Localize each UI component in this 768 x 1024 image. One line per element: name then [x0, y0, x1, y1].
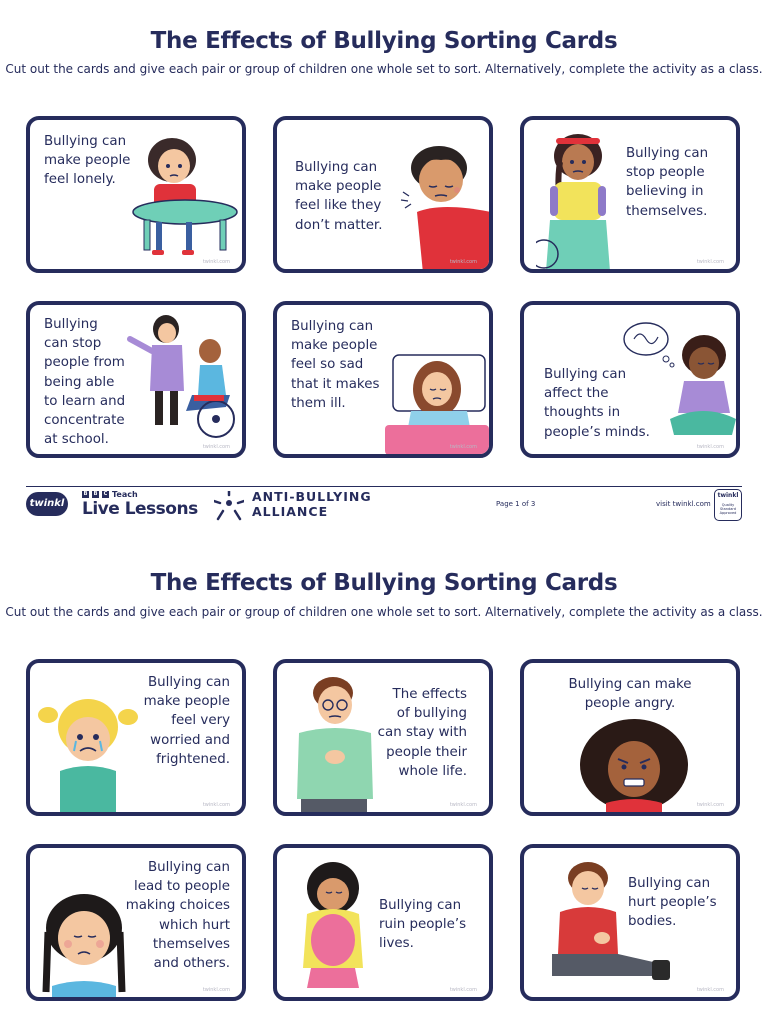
card-watermark: twinkl.com: [202, 802, 230, 808]
card-watermark: twinkl.com: [449, 987, 477, 993]
sorting-card-thoughts: [520, 301, 740, 458]
bbc-letter: B: [93, 491, 98, 497]
page-number: Page 1 of 3: [496, 500, 536, 508]
bbc-teach-label: Teach: [112, 490, 138, 499]
card-text: Bullying can lead to people making choices which hurt themselves and others.: [125, 860, 230, 972]
sorting-card-ill: [273, 301, 493, 458]
child-at-table-illustration: [130, 128, 240, 263]
bbc-teach-live-lessons-logo: [82, 490, 198, 519]
card-text: Bullying can ruin people’s lives.: [379, 898, 467, 952]
quality-standard-badge: [714, 489, 742, 521]
website-link[interactable]: visit twinkl.com: [656, 500, 711, 508]
badge-caption: Quality Standard Approved: [719, 503, 737, 515]
live-lessons-label: Live Lessons: [82, 499, 198, 519]
card-watermark: twinkl.com: [696, 987, 724, 993]
sorting-card-lonely: [26, 116, 246, 273]
page-title: The Effects of Bullying Sorting Cards: [150, 28, 618, 54]
card-text: The effects of bullying can stay with people their whole life.: [377, 687, 467, 779]
sorting-card-angry: [520, 659, 740, 816]
card-text: Bullying can make people feel very worried and frightened.: [143, 675, 230, 767]
card-text: Bullying can make people angry.: [568, 677, 692, 712]
page-title: The Effects of Bullying Sorting Cards: [150, 570, 618, 596]
card-watermark: twinkl.com: [696, 444, 724, 450]
bbc-letter: C: [103, 491, 108, 497]
card-watermark: twinkl.com: [449, 259, 477, 265]
sorting-card-worried: [26, 659, 246, 816]
sitting-hurt-boy-illustration: [532, 858, 672, 996]
anti-bullying-alliance-icon: [214, 491, 244, 521]
card-text: Bullying can make people feel like they don’t matter.: [295, 160, 383, 233]
anti-bullying-alliance-label: ANTI-BULLYING ALLIANCE: [252, 489, 372, 519]
sorting-card-choices: [26, 844, 246, 1001]
card-text: Bullying can stop people believing in themselves.: [626, 146, 709, 219]
crying-girl-illustration: [36, 691, 140, 816]
card-watermark: twinkl.com: [202, 987, 230, 993]
card-text: Bullying can hurt people’s bodies.: [628, 876, 717, 930]
sorting-card-believing: [520, 116, 740, 273]
page-instructions: Cut out the cards and give each pair or group of children one whole set to sort. Alternatively, complete the activity as a class.: [5, 605, 763, 619]
card-watermark: twinkl.com: [202, 259, 230, 265]
card-watermark: twinkl.com: [449, 444, 477, 450]
bbc-letter: B: [83, 491, 88, 497]
sorting-card-whole-life: [273, 659, 493, 816]
sorting-card-ruin-lives: [273, 844, 493, 1001]
angry-girl-illustration: [578, 719, 690, 815]
card-text: Bullying can stop people from being able to learn and concentrate at school.: [44, 317, 126, 448]
card-text: Bullying can affect the thoughts in people’s minds.: [544, 367, 650, 440]
twinkl-logo: twinkl: [26, 492, 68, 516]
boy-head-down-illustration: [395, 138, 493, 273]
sorting-card-dont-matter: [273, 116, 493, 273]
card-watermark: twinkl.com: [202, 444, 230, 450]
teacher-and-wheelchair-user-illustration: [122, 311, 242, 451]
page-footer: [26, 486, 742, 524]
sad-girl-plaits-illustration: [38, 892, 130, 1001]
card-watermark: twinkl.com: [696, 802, 724, 808]
worried-man-illustration: [291, 671, 377, 815]
card-text: Bullying can make people feel lonely.: [44, 134, 131, 188]
card-text: Bullying can make people feel so sad that it makes them ill.: [291, 319, 380, 411]
card-watermark: twinkl.com: [696, 259, 724, 265]
page-instructions: Cut out the cards and give each pair or group of children one whole set to sort. Alternatively, complete the activity as a class.: [5, 62, 763, 76]
girl-in-bed-illustration: [385, 349, 489, 455]
child-with-thought-bubble-illustration: [620, 319, 740, 445]
badge-brand: twinkl: [717, 492, 739, 499]
card-watermark: twinkl.com: [449, 802, 477, 808]
hugging-knees-child-illustration: [293, 858, 373, 998]
sorting-card-bodies: [520, 844, 740, 1001]
sorting-card-learn: [26, 301, 246, 458]
girl-in-wheelchair-illustration: [536, 126, 616, 271]
